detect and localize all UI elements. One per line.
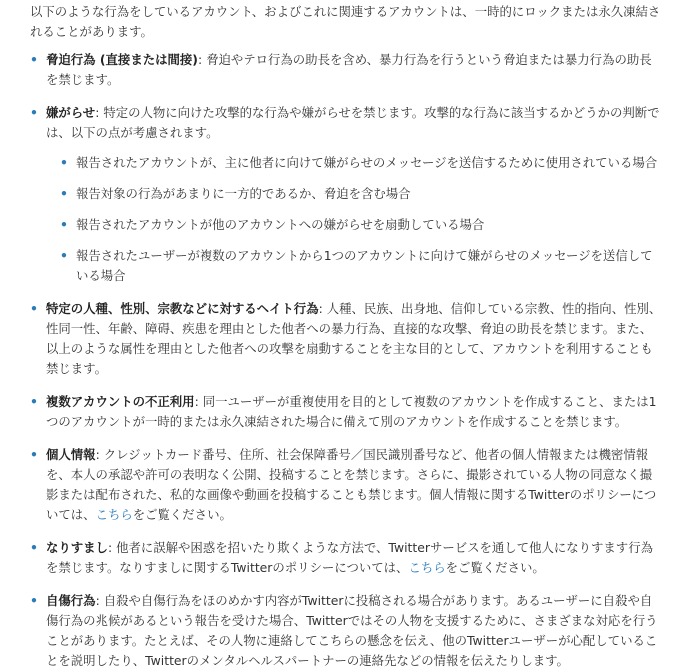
bullet: •: [30, 52, 38, 67]
bullet: •: [30, 394, 38, 409]
rule-harassment: [30, 103, 662, 286]
rule-hateful-conduct: [30, 299, 662, 379]
rule-separator: :: [197, 52, 207, 67]
criteria-text: 報告されたアカウントが、主に他者に向けて嫌がらせのメッセージを送信するために使用されている場合: [76, 155, 658, 170]
rule-term: なりすまし: [46, 540, 108, 555]
rules-list: [30, 50, 662, 671]
rule-separator: :: [95, 105, 104, 120]
rule-self-harm: [30, 591, 662, 671]
private-info-policy-link[interactable]: こちら: [95, 507, 133, 522]
rule-term: 個人情報: [46, 447, 96, 462]
bullet: •: [30, 105, 38, 120]
rule-term: 特定の人種、性別、宗教などに対するヘイト行為: [46, 301, 319, 316]
criteria-item: [46, 153, 662, 173]
rule-text-after: をご覧ください。: [132, 507, 232, 522]
rule-text: 特定の人物に向けた攻撃的な行為や嫌がらせを禁じます。攻撃的な行為に該当するかどうかの判断では、以下の点が考慮されます。: [46, 105, 660, 140]
rule-text: 人種、民族、出身地、信仰している宗教、性的指向、性別、性同一性、年齢、障碍、疾患を理由とした他者への暴力行為、直接的な攻撃、脅迫の助長を禁じます。また、以上のような属性を理由とした他者への攻撃を扇動することを主な目的として、アカウントを利用することも禁じます。: [46, 301, 662, 376]
rule-separator: :: [95, 593, 104, 608]
harassment-criteria-list: [46, 153, 662, 286]
rule-text: クレジットカード番号、住所、社会保障番号／国民識別番号など、他者の個人情報または機密情報を、本人の承認や許可の表明なく公開、投稿することを禁じます。さらに、撮影されている人物の同意なく撮影または配布された、私的な画像や動画を投稿することも禁じます。個人情報に関するTwitterのポリシーについては、: [46, 447, 657, 522]
bullet: •: [60, 155, 68, 170]
rule-private-information: [30, 445, 662, 525]
rule-text: 脅迫やテロ行為の助長を含め、暴力行為を行うという脅迫または暴力行為の助長を禁じます。: [46, 52, 652, 87]
bullet: •: [60, 186, 68, 201]
rule-text: 同一ユーザーが重複使用を目的として複数のアカウントを作成すること、または1つのアカウントが一時的または永久凍結された場合に備えて別のアカウントを作成することを禁じます。: [46, 394, 657, 429]
criteria-item: [46, 246, 662, 286]
rule-text-after: をご覧ください。: [445, 560, 545, 575]
rule-text: 自殺や自傷行為をほのめかす内容がTwitterに投稿される場合があります。あるユーザーに自殺や自傷行為の兆候があるという報告を受けた場合、Twitterではその人物を支援するために、さまざまな対応を行うことがあります。たとえば、その人物に連絡してこちらの懸念を伝え、他のTwitterユーザーが心配していることを説明したり、Twitterのメンタルヘルスパートナーの連絡先などの情報を伝えたりします。: [46, 593, 658, 668]
rule-term: 脅迫行為 (直接または間接): [46, 52, 198, 67]
bullet: •: [60, 248, 68, 263]
rule-separator: :: [107, 540, 117, 555]
rule-separator: :: [194, 394, 203, 409]
criteria-text: 報告対象の行為があまりに一方的であるか、脅迫を含む場合: [76, 186, 411, 201]
bullet: •: [60, 217, 68, 232]
rule-term: 自傷行為: [46, 593, 96, 608]
rule-separator: :: [318, 301, 327, 316]
bullet: •: [30, 593, 38, 608]
rule-separator: :: [95, 447, 104, 462]
rule-multiple-accounts: [30, 392, 662, 432]
criteria-text: 報告されたアカウントが他のアカウントへの嫌がらせを扇動している場合: [76, 217, 485, 232]
rule-term: 嫌がらせ: [46, 105, 96, 120]
intro-paragraph: 以下のような行為をしているアカウント、およびこれに関連するアカウントは、一時的にロックまたは永久凍結されることがあります。: [30, 4, 661, 39]
bullet: •: [30, 540, 38, 555]
impersonation-policy-link[interactable]: こちら: [408, 560, 446, 575]
rule-text: 他者に誤解や困惑を招いたり欺くような方法で、Twitterサービスを通して他人になりすます行為を禁じます。なりすましに関するTwitterのポリシーについては、: [46, 540, 653, 575]
criteria-item: [46, 184, 662, 204]
rule-term: 複数アカウントの不正利用: [46, 394, 195, 409]
criteria-item: [46, 215, 662, 235]
rule-impersonation: [30, 538, 662, 578]
bullet: •: [30, 447, 38, 462]
rule-threats: [30, 50, 662, 90]
bullet: •: [30, 301, 38, 316]
criteria-text: 報告されたユーザーが複数のアカウントから1つのアカウントに向けて嫌がらせのメッセージを送信している場合: [76, 248, 653, 283]
